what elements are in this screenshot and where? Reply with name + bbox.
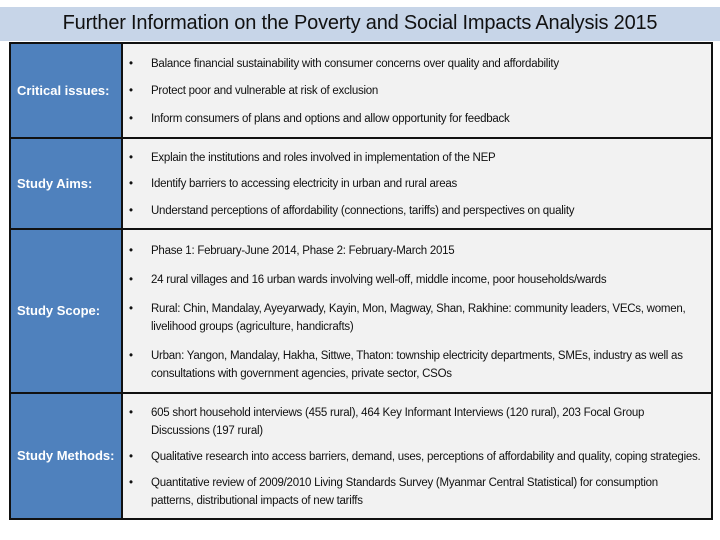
row-study-scope [11,228,711,392]
info-table [9,42,713,520]
bullet-icon: • [129,477,133,489]
row-study-aims [11,137,711,228]
bullet-icon: • [129,113,133,126]
list-item [129,82,703,100]
bullet-icon: • [129,273,133,286]
item-text: Urban: Yangon, Mandalay, Hakha, Sittwe, Thaton: township electricity departments, SMEs, industry as well as consultations with government agencies, private sector, CSOs [151,349,683,380]
row-content [123,230,711,392]
bullet-icon: • [129,244,133,257]
row-critical-issues [11,44,711,137]
row-label: Study Methods: [11,394,123,518]
list-item [129,149,703,167]
title-bar [0,7,720,41]
row-content [123,139,711,228]
list-item [129,55,703,73]
item-text: Inform consumers of plans and options and allow opportunity for feedback [151,113,510,126]
list-item [129,242,703,260]
item-text: Quantitative review of 2009/2010 Living Standards Survey (Myanmar Central Statistical) for consumption patterns, distributional impacts of new tariffs [151,477,658,507]
list-item [129,271,703,289]
bullet-icon: • [129,349,133,362]
bullet-icon: • [129,407,133,419]
bullet-icon: • [129,85,133,98]
item-text: Qualitative research into access barriers, demand, uses, perceptions of affordability and quality, coping strategies. [151,451,701,463]
bullet-icon: • [129,152,133,165]
item-text: Understand perceptions of affordability (connections, tariffs) and perspectives on quality [151,204,575,217]
item-text: 24 rural villages and 16 urban wards involving well-off, middle income, poor households/wards [151,273,607,286]
list-item [129,110,703,128]
item-text: Explain the institutions and roles involved in implementation of the NEP [151,152,496,165]
item-text: 605 short household interviews (455 rural), 464 Key Informant Interviews (120 rural), 203 Focal Group Discussions (197 rural) [151,407,645,437]
list-item [129,448,703,466]
row-label: Critical issues: [11,44,123,137]
item-text: Protect poor and vulnerable at risk of exclusion [151,85,379,98]
item-text: Rural: Chin, Mandalay, Ayeyarwady, Kayin, Mon, Magway, Shan, Rakhine: community leaders, VECs, women, livelihood groups (agriculture, handicrafts) [151,302,686,333]
row-content [123,44,711,137]
row-study-methods [11,392,711,518]
bullet-icon: • [129,451,133,463]
page-title: Further Information on the Poverty and Social Impacts Analysis 2015 [62,12,658,34]
list-item [129,474,703,510]
list-item [129,404,703,440]
bullet-icon: • [129,302,133,315]
list-item [129,202,703,220]
item-text: Identify barriers to accessing electricity in urban and rural areas [151,178,458,191]
item-text: Phase 1: February-June 2014, Phase 2: February-March 2015 [151,244,455,257]
bullet-icon: • [129,178,133,191]
list-item [129,300,703,336]
bullet-icon: • [129,204,133,217]
item-text: Balance financial sustainability with consumer concerns over quality and affordability [151,57,559,70]
row-label: Study Scope: [11,230,123,392]
row-content [123,394,711,518]
bullet-icon: • [129,57,133,70]
row-label: Study Aims: [11,139,123,228]
list-item [129,175,703,193]
list-item [129,347,703,383]
